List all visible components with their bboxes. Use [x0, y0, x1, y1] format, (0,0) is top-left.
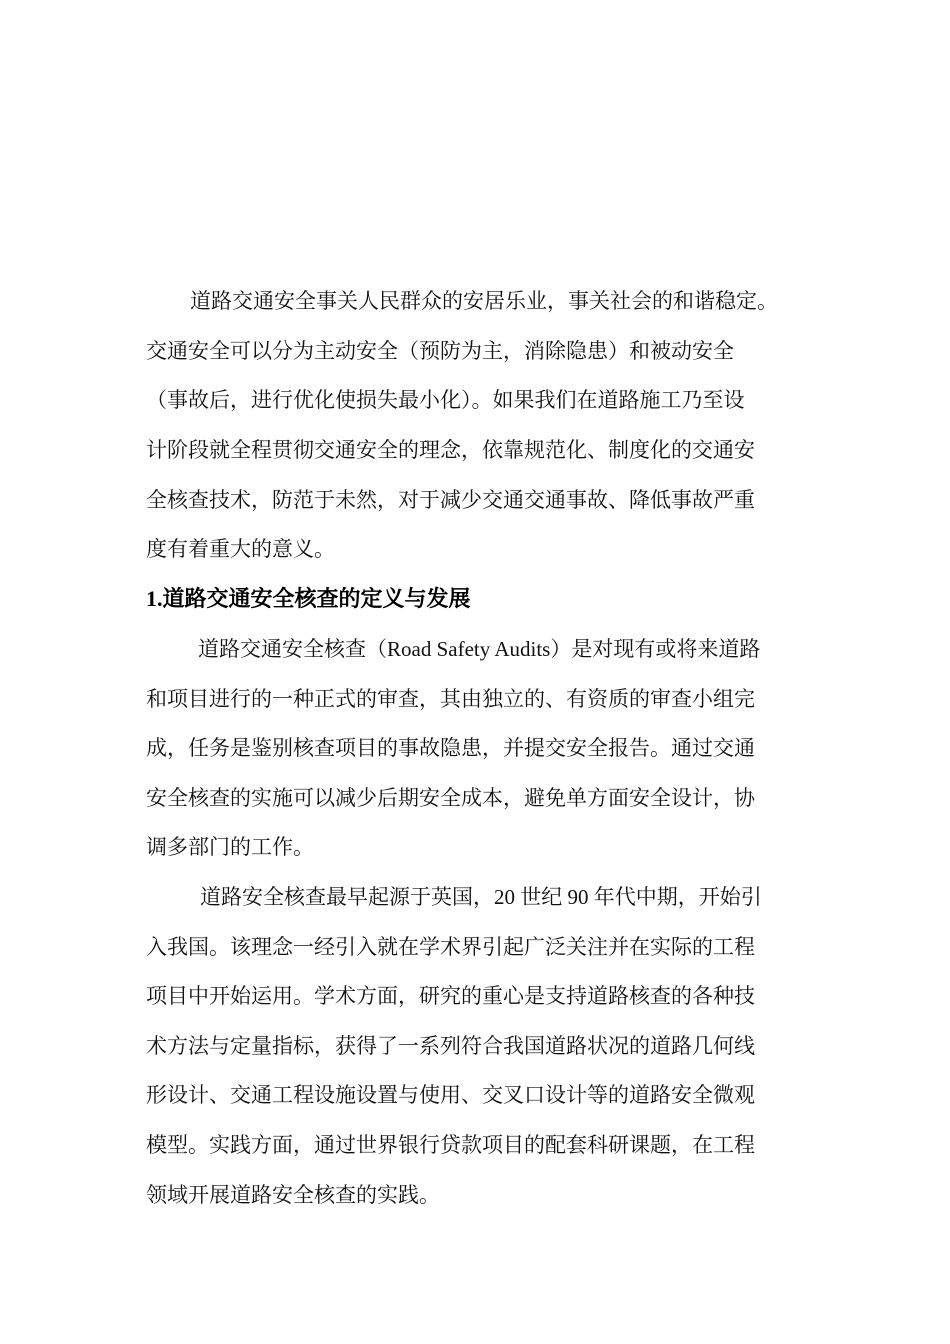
section-heading: 1.道路交通安全核查的定义与发展 [146, 586, 471, 611]
paragraph-3-line-5: 形设计、交通工程设施设置与使用、交叉口设计等的道路安全微观 [146, 1083, 755, 1107]
paragraph-1-line-2: 交通安全可以分为主动安全（预防为主，消除隐患）和被动安全 [146, 339, 734, 363]
paragraph-3-line-2: 入我国。该理念一经引入就在学术界引起广泛关注并在实际的工程 [146, 935, 755, 959]
paragraph-2-line-5: 调多部门的工作。 [146, 835, 314, 859]
paragraph-3-line-4: 术方法与定量指标，获得了一系列符合我国道路状况的道路几何线 [146, 1034, 755, 1058]
paragraph-2-line-4: 安全核查的实施可以减少后期安全成本，避免单方面安全设计，协 [146, 786, 755, 810]
paragraph-1-line-5: 全核查技术，防范于未然，对于减少交通交通事故、降低事故严重 [146, 488, 755, 512]
paragraph-3-line-3: 项目中开始运用。学术方面，研究的重心是支持道路核查的各种技 [146, 984, 755, 1008]
paragraph-1-line-4: 计阶段就全程贯彻交通安全的理念，依靠规范化、制度化的交通安 [146, 438, 755, 462]
paragraph-2-line-2: 和项目进行的一种正式的审查，其由独立的、有资质的审查小组完 [146, 687, 755, 711]
paragraph-2-line-1: 道路交通安全核查（Road Safety Audits）是对现有或将来道路 [198, 637, 761, 661]
paragraph-1-line-1: 道路交通安全事关人民群众的安居乐业，事关社会的和谐稳定。 [190, 289, 778, 313]
paragraph-1-line-3: （事故后，进行优化使损失最小化）。如果我们在道路施工乃至设 [146, 388, 745, 412]
paragraph-3-line-1: 道路安全核查最早起源于英国，20 世纪 90 年代中期，开始引 [200, 885, 762, 909]
paragraph-3-line-6: 模型。实践方面，通过世界银行贷款项目的配套科研课题，在工程 [146, 1133, 755, 1157]
paragraph-2-line-3: 成，任务是鉴别核查项目的事故隐患，并提交安全报告。通过交通 [146, 736, 755, 760]
paragraph-1-line-6: 度有着重大的意义。 [146, 537, 335, 561]
paragraph-3-line-7: 领域开展道路安全核查的实践。 [146, 1183, 440, 1207]
